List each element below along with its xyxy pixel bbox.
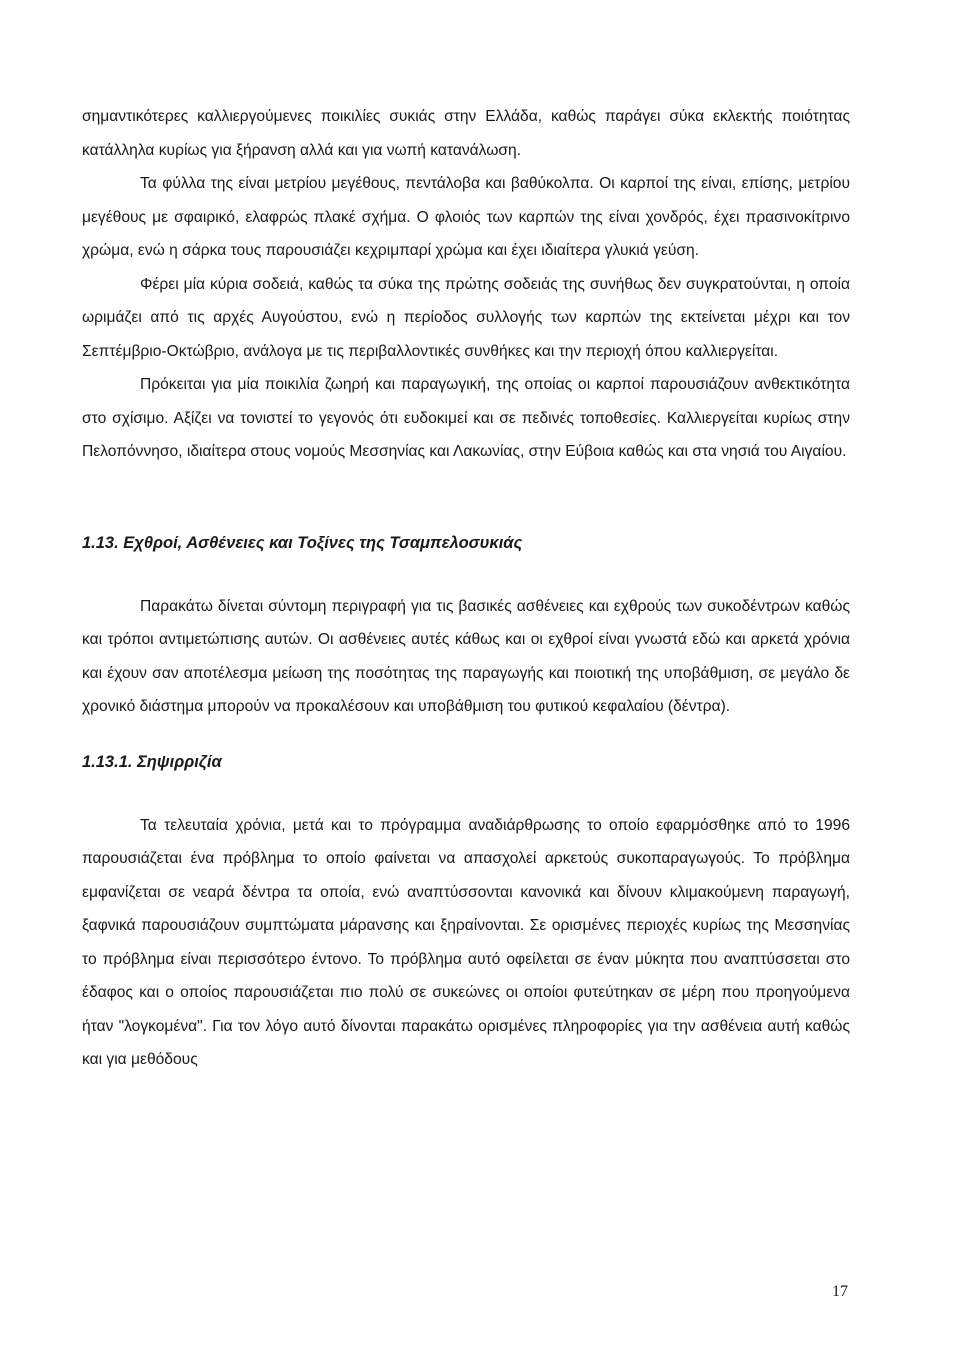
paragraph-section-intro: Παρακάτω δίνεται σύντομη περιγραφή για τις βασικές ασθένειες και εχθρούς των συκοδέντρων καθώς και τρόποι αντιμετώπισης αυτών. Οι ασθένειες αυτές κάθως και οι εχθροί είναι γνωστά εδώ και αρκετά χρόνια και έχουν σαν αποτέλεσμα μείωση της ποσότητας της παραγωγής και ποιοτική της υποβάθμιση, σε μεγάλο δε χρονικό διάστημα μπορούν να προκαλέσουν και υποβάθμιση του φυτικού κεφαλαίου (δέντρα). xyxy=(82,597,850,715)
document-body xyxy=(82,100,850,1077)
paragraph-harvest: Φέρει μία κύρια σοδειά, καθώς τα σύκα της πρώτης σοδειάς της συνήθως δεν συγκρατούνται, η οποία ωριμάζει από τις αρχές Αυγούστου, ενώ η περίοδος συλλογής των καρπών της εκτείνεται μέχρι και τον Σεπτέμβριο-Οκτώβριο, ανάλογα με τις περιβαλλοντικές συνθήκες και την περιοχή όπου καλλιεργείται. xyxy=(82,275,850,360)
paragraph-variety-intro: σημαντικότερες καλλιεργούμενες ποικιλίες συκιάς στην Ελλάδα, καθώς παράγει σύκα εκλεκτής ποιότητας κατάλληλα κυρίως για ξήρανση αλλά και για νωπή κατανάλωση. xyxy=(82,108,850,159)
page-number: 17 xyxy=(832,1283,848,1300)
subsection-title: Σηψιρριζία xyxy=(137,752,222,771)
subsection-heading xyxy=(82,746,850,779)
paragraph-cultivation: Πρόκειται για μία ποικιλία ζωηρή και παραγωγική, της οποίας οι καρποί παρουσιάζουν ανθεκτικότητα στο σχίσιμο. Αξίζει να τονιστεί το γεγονός ότι ευδοκιμεί και σε πεδινές τοποθεσίες. Καλλιεργείται κυρίως στην Πελοπόννησο, ιδιαίτερα στους νομούς Μεσσηνίας και Λακωνίας, στην Εύβοια καθώς και στα νησιά του Αιγαίου. xyxy=(82,376,850,460)
section-number: 1.13. xyxy=(82,533,119,552)
section-title: Εχθροί, Ασθένειες και Τοξίνες της Τσαμπελοσυκιάς xyxy=(123,533,523,552)
section-heading xyxy=(82,527,850,560)
subsection-number: 1.13.1. xyxy=(82,752,133,771)
paragraph-leaves-fruit: Τα φύλλα της είναι μετρίου μεγέθους, πεντάλοβα και βαθύκολπα. Οι καρποί της είναι, επίσης, μετρίου μεγέθους με σφαιρικό, ελαφρώς πλακέ σχήμα. Ο φλοιός των καρπών της είναι χονδρός, έχει πρασινοκίτρινο χρώμα, ενώ η σάρκα τους παρουσιάζει κεχριμπαρί χρώμα και έχει ιδιαίτερα γλυκιά γεύση. xyxy=(82,175,850,259)
paragraph-root-rot: Τα τελευταία χρόνια, μετά και το πρόγραμμα αναδιάρθρωσης το οποίο εφαρμόσθηκε από το 1996 παρουσιάζεται ένα πρόβλημα το οποίο φαίνεται να απασχολεί αρκετούς συκοπαραγωγούς. Το πρόβλημα εμφανίζεται σε νεαρά δέντρα τα οποία, ενώ αναπτύσσονται κανονικά και δίνουν κλιμακούμενη παραγωγή, ξαφνικά παρουσιάζουν συμπτώματα μάρανσης και ξηραίνονται. Σε ορισμένες περιοχές κυρίως της Μεσσηνίας το πρόβλημα είναι περισσότερο έντονο. Το πρόβλημα αυτό οφείλεται σε έναν μύκητα που αναπτύσσεται στο έδαφος και ο οποίος παρουσιάζεται πιο πολύ σε συκεώνες οι οποίοι φυτεύτηκαν σε μέρη που προηγούμενα ήταν "λογκομένα". Για τον λόγο αυτό δίνονται παρακάτω ορισμένες πληροφορίες για την ασθένεια αυτή καθώς και για μεθόδους xyxy=(82,816,850,1068)
